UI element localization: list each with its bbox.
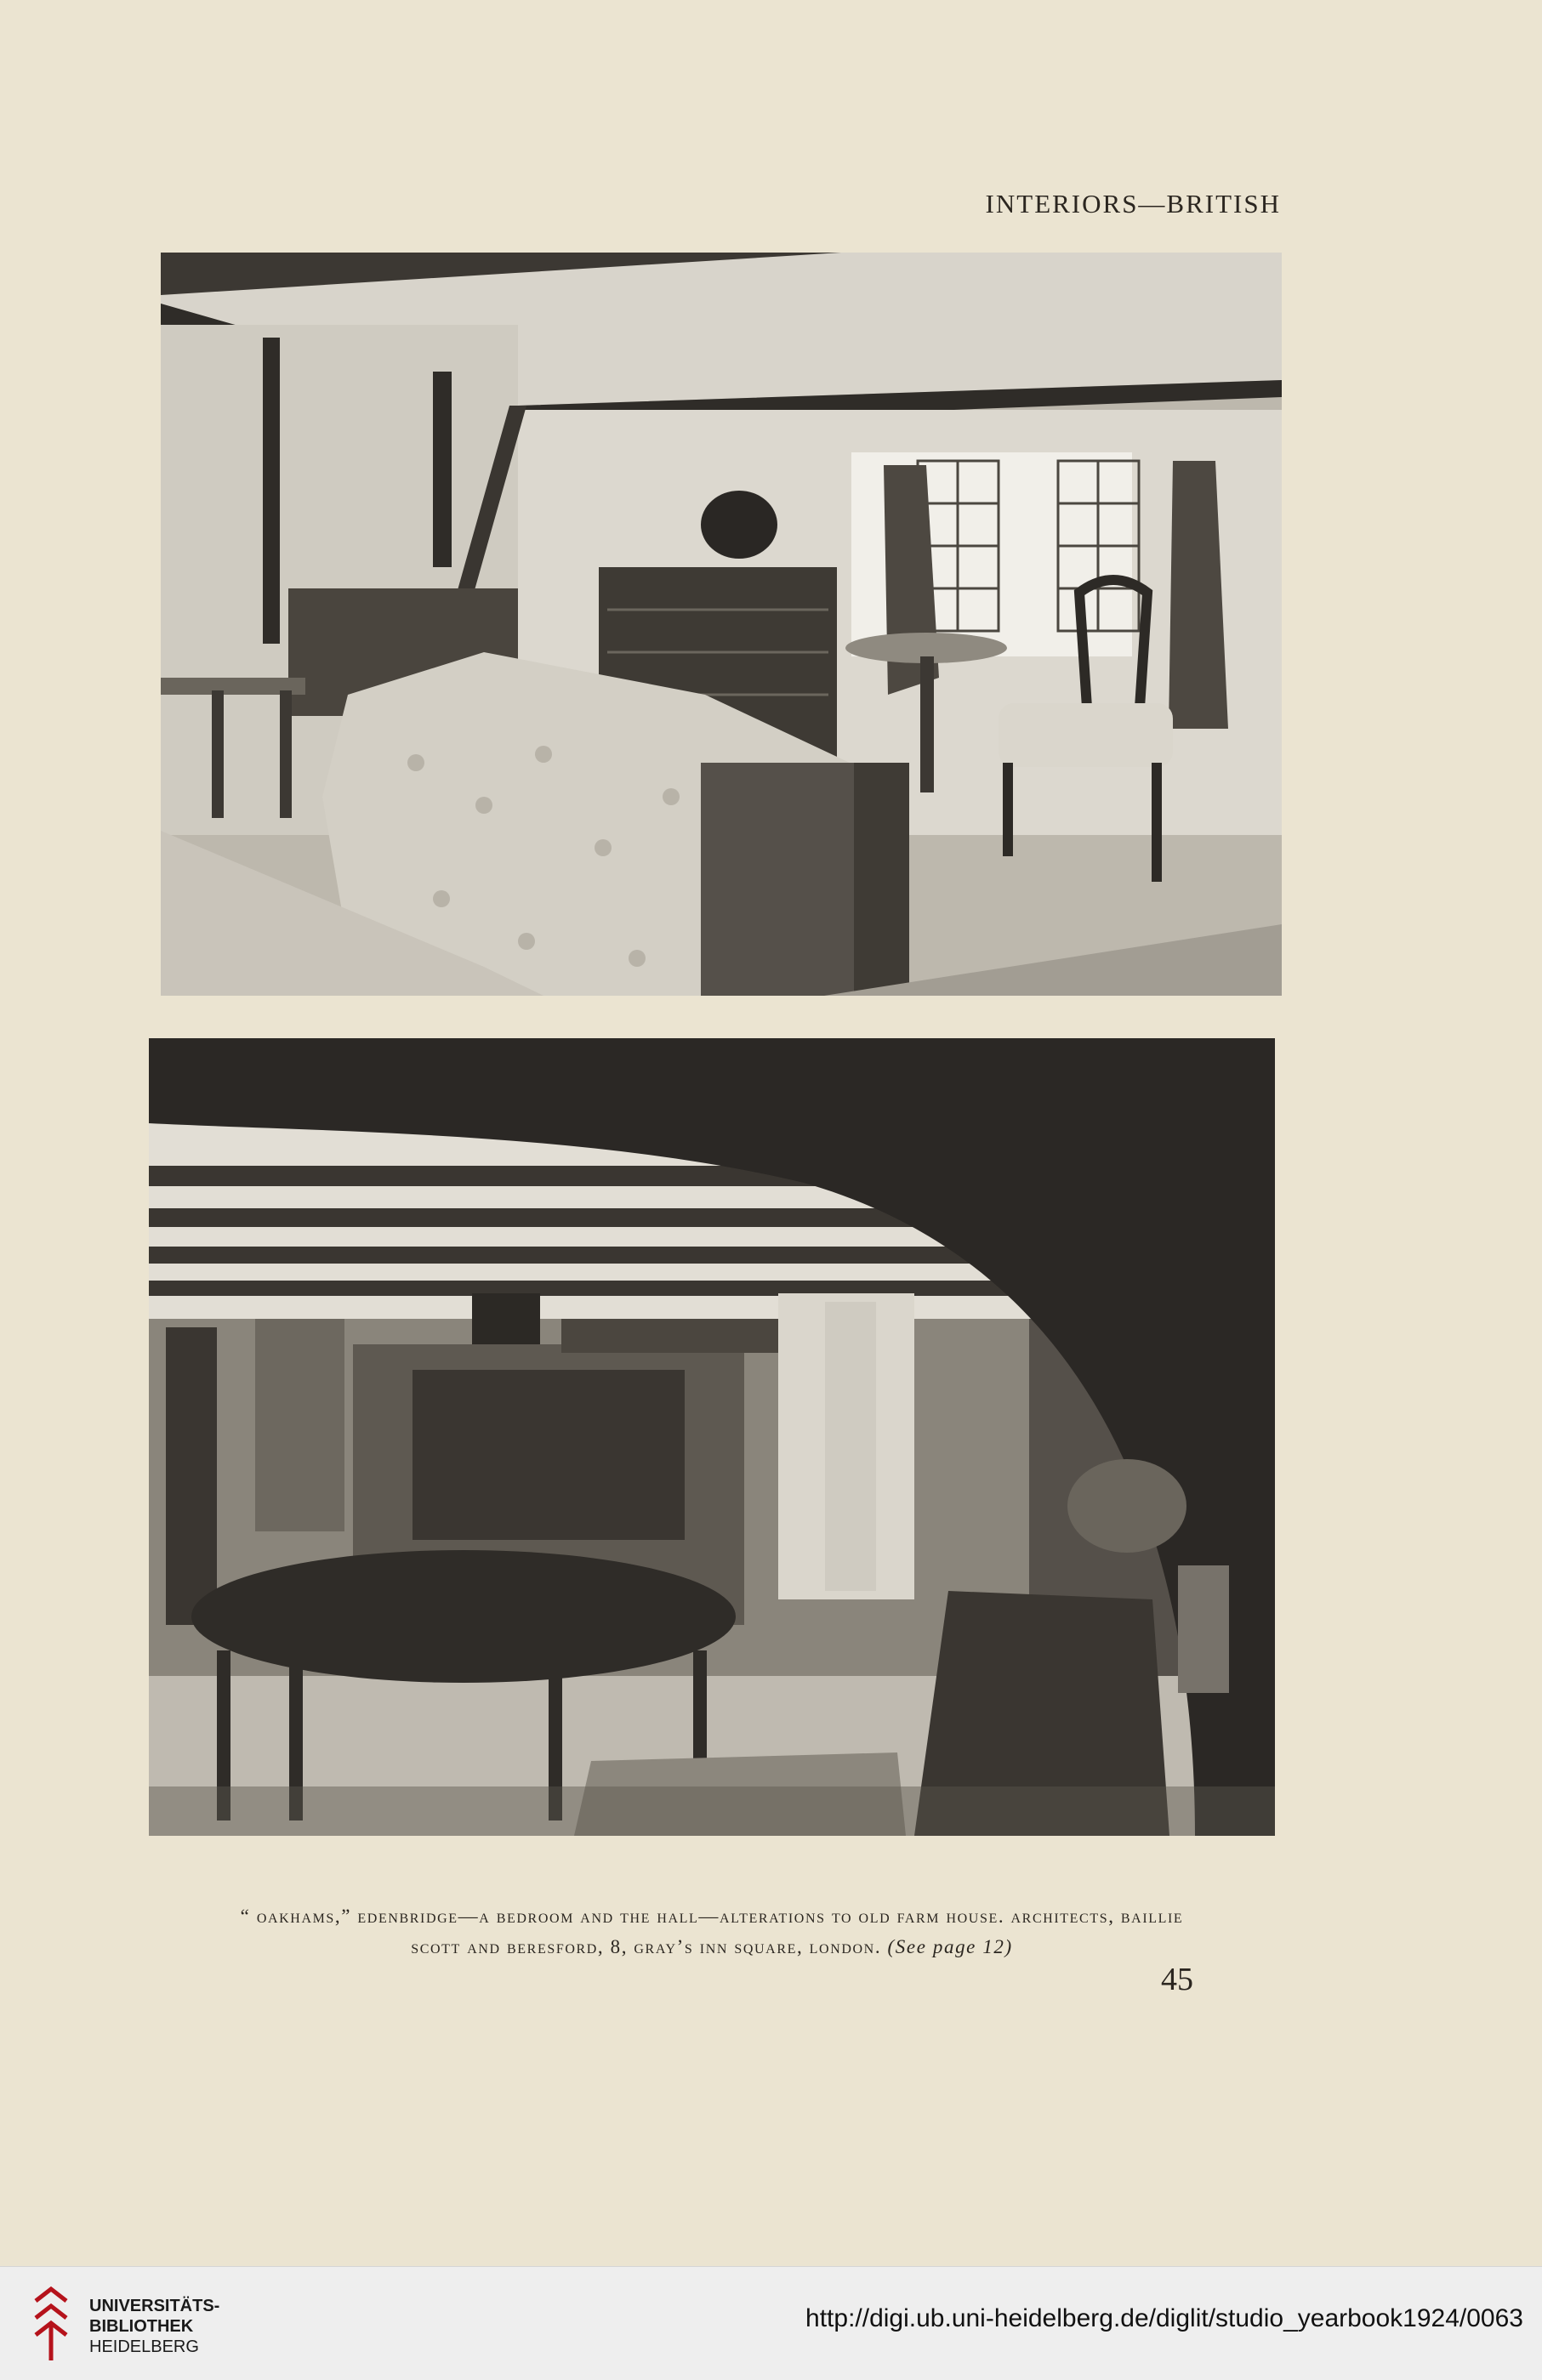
caption-page-reference: (See page 12) — [887, 1935, 1013, 1957]
photograph-hall — [149, 1038, 1275, 1836]
library-name-line-1: UNIVERSITÄTS- — [89, 2297, 220, 2315]
digitization-footer — [0, 2266, 1542, 2380]
running-head: INTERIORS—BRITISH — [985, 189, 1281, 219]
source-url-link[interactable]: http://digi.ub.uni-heidelberg.de/diglit/studio_yearbook1924/0063 — [805, 2304, 1523, 2332]
photograph-bedroom-drawing — [161, 253, 1282, 996]
page-number: 45 — [1161, 1962, 1193, 1997]
library-name-line-3: HEIDELBERG — [89, 2337, 199, 2356]
photograph-bedroom — [161, 253, 1282, 996]
plate-caption — [149, 1901, 1275, 1962]
caption-line-1: “ oakhams,” edenbridge—a bedroom and the hall—alterations to old farm house. architects, baillie — [240, 1906, 1184, 1927]
caption-line-2-text: scott and beresford, 8, gray’s inn square, london. — [411, 1935, 882, 1957]
library-name-line-2: BIBLIOTHEK — [89, 2317, 194, 2336]
photograph-hall-drawing — [149, 1038, 1275, 1836]
library-name — [89, 2296, 219, 2357]
caption-line-2 — [149, 1932, 1275, 1963]
library-logo-icon — [32, 2286, 70, 2364]
